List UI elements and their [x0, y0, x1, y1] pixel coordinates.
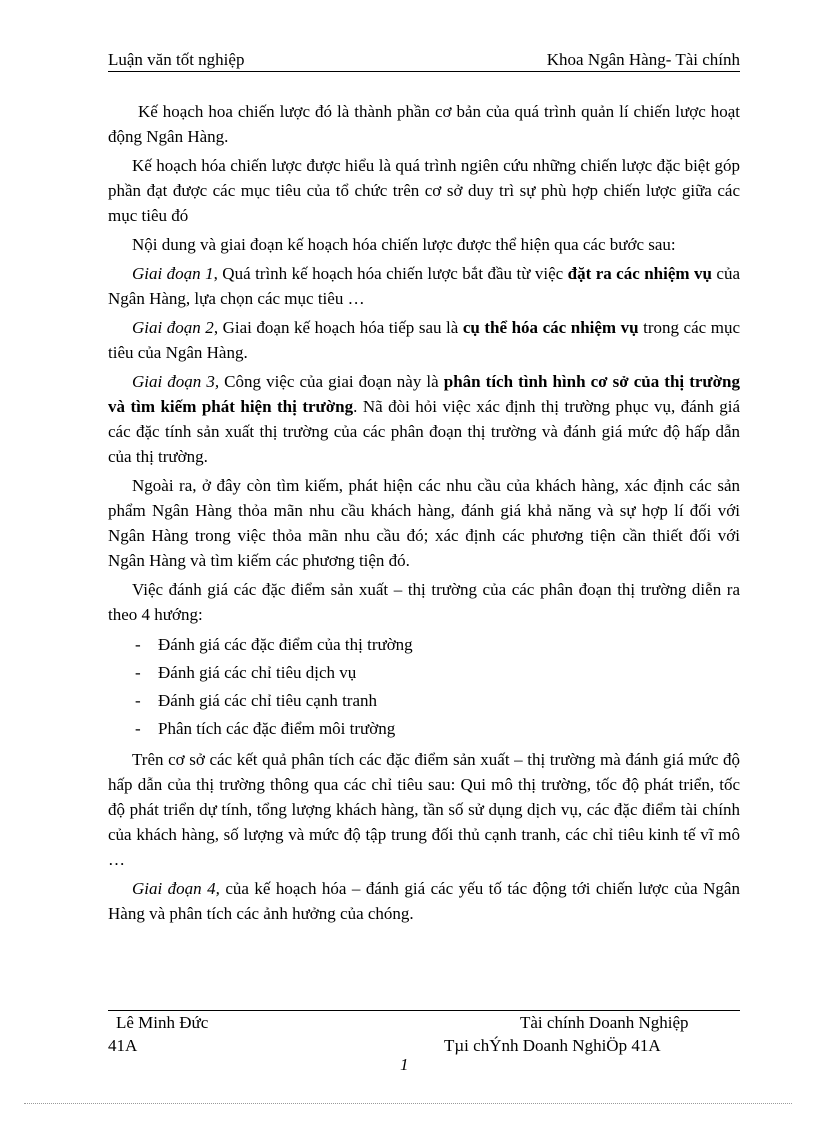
- stage-2-label: Giai đoạn 2: [132, 318, 214, 337]
- paragraph-2: Kế hoạch hóa chiến lược được hiểu là quá trình ngiên cứu những chiến lược đặc biệt góp phần đạt được các mục tiêu của tổ chức trên cơ sở duy trì sự phù hợp chiến lược giữa các mục tiêu đó: [108, 156, 740, 225]
- paragraph-8: Việc đánh giá các đặc điểm sản xuất – thị trường của các phân đoạn thị trường diễn ra theo 4 hướng:: [108, 580, 740, 624]
- stage-1-text-b: của Ngân Hàng, lựa chọn các mục tiêu …: [108, 264, 741, 308]
- footer-divider: [108, 1010, 740, 1011]
- stage-3-label: Giai đoạn 3,: [132, 372, 220, 391]
- paragraph-7: Ngoài ra, ở đây còn tìm kiếm, phát hiện các nhu cầu của khách hàng, xác định các sản phẩm Ngân Hàng thỏa mãn nhu cầu khách hàng, đánh giá khả năng và sự hợp lí đối với Ngân Hàng trong việc thỏa mãn nhu cầu đó; xác định các phương tiện cần thiết đối với Ngân Hàng và tìm kiếm các phương tiện đó.: [108, 476, 740, 570]
- list-item: [108, 659, 740, 687]
- paragraph-3: Nội dung và giai đoạn kế hoạch hóa chiến lược được thể hiện qua các bước sau:: [132, 235, 676, 254]
- stage-4-text: của kế hoạch hóa – đánh giá các yếu tố tác động tới chiến lược của Ngân Hàng và phân tích các ảnh hưởng của chóng.: [108, 879, 740, 923]
- list-item-text: Đánh giá các chỉ tiêu cạnh tranh: [158, 691, 378, 710]
- list-item-text: Đánh giá các đặc điểm của thị trường: [158, 635, 413, 654]
- list-item: [108, 687, 740, 715]
- paragraph-stage-2: [108, 315, 740, 365]
- stage-2-text-a: , Giai đoạn kế hoạch hóa tiếp sau là: [213, 318, 463, 337]
- stage-1-text-a: , Quá trình kế hoạch hóa chiến lược bắt đầu từ việc: [213, 264, 568, 283]
- direction-list: [108, 631, 740, 743]
- paragraph-stage-1: [108, 261, 740, 311]
- list-item: [108, 715, 740, 743]
- footer-class: 41A: [108, 1036, 138, 1055]
- paragraph-stage-3: [108, 369, 740, 469]
- header-left: Luận văn tốt nghiệp: [108, 50, 245, 69]
- list-item: [108, 631, 740, 659]
- list-dash: -: [135, 719, 141, 738]
- document-body: [108, 99, 740, 930]
- footer-dept-garbled: Tµi chÝnh Doanh NghiÖp 41A: [444, 1036, 661, 1055]
- page-number: 1: [400, 1055, 409, 1074]
- stage-2-text-b: trong các mục tiêu của Ngân Hàng.: [108, 318, 740, 362]
- page-header: [108, 49, 740, 72]
- stage-3-text-b: . Nã đòi hỏi việc xác định thị trường phục vụ, đánh giá các đặc tính sản xuất thị trường của các phân đoạn thị trường và đánh giá mức độ hấp dẫn của thị trường.: [108, 397, 741, 466]
- paragraph-1: Kế hoạch hoa chiến lược đó là thành phần cơ bản của quá trình quản lí chiến lược hoạt động Ngân Hàng.: [108, 102, 740, 146]
- list-dash: -: [135, 691, 141, 710]
- stage-2-bold: cụ thể hóa các nhiệm vụ: [462, 318, 639, 337]
- stage-3-text-a: Công việc của giai đoạn này là: [219, 372, 444, 391]
- list-item-text: Phân tích các đặc điểm môi trường: [158, 719, 396, 738]
- stage-1-bold: đặt ra các nhiệm vụ: [567, 264, 712, 283]
- footer-author: Lê Minh Đức: [116, 1013, 209, 1032]
- stage-3-bold: phân tích tình hình cơ sở của thị trường và tìm kiếm phát hiện thị trường: [108, 372, 740, 416]
- stage-1-label: Giai đoạn 1: [132, 264, 214, 283]
- stage-4-label: Giai đoạn 4,: [132, 879, 220, 898]
- header-right: Khoa Ngân Hàng- Tài chính: [546, 50, 740, 69]
- page-boundary: [24, 1103, 792, 1104]
- list-item-text: Đánh giá các chỉ tiêu dịch vụ: [158, 663, 357, 682]
- footer-dept: Tài chính Doanh Nghiệp: [520, 1013, 689, 1032]
- list-dash: -: [135, 663, 141, 682]
- paragraph-9: Trên cơ sở các kết quả phân tích các đặc điểm sản xuất – thị trường mà đánh giá mức độ hấp dẫn của thị trường thông qua các chỉ tiêu sau: Qui mô thị trường, tốc độ phát triển, tốc độ phát triển dự tính, tổng lượng khách hàng, tần số sử dụng dịch vụ, các đặc điểm tài chính của khách hàng, số lượng và mức độ tập trung đối thủ cạnh tranh, các chỉ tiêu kinh tế vĩ mô …: [108, 750, 740, 869]
- paragraph-stage-4: [108, 876, 740, 926]
- list-dash: -: [135, 635, 141, 654]
